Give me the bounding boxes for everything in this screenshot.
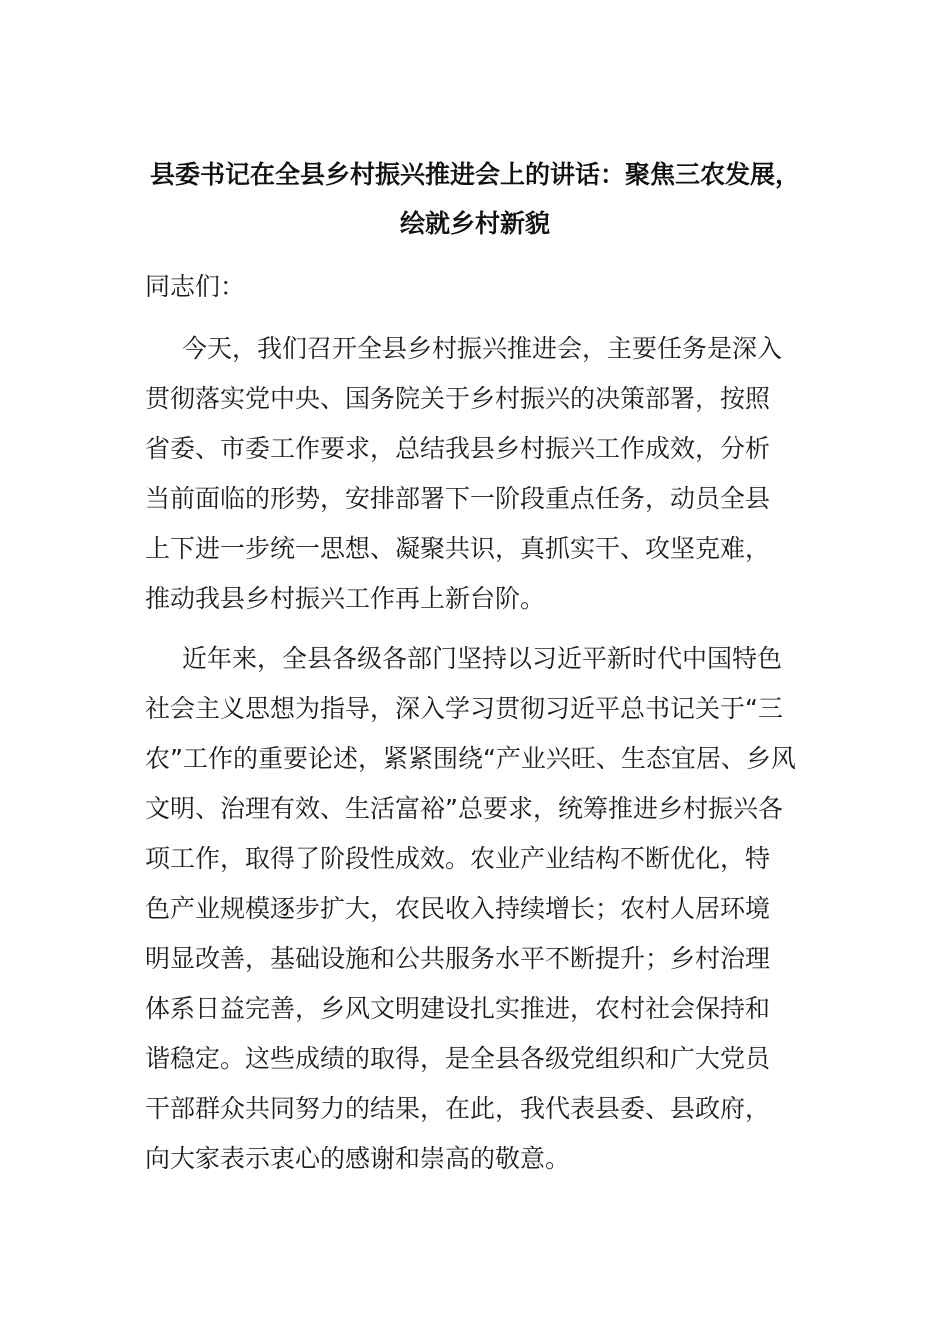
paragraph-line: 上下进一步统一思想、凝聚共识，真抓实干、攻坚克难，: [145, 534, 771, 563]
paragraph-line: 今天，我们召开全县乡村振兴推进会，主要任务是深入: [182, 334, 783, 363]
paragraph-line: 明显改善，基础设施和公共服务水平不断提升；乡村治理: [145, 944, 771, 973]
paragraph-line: 项工作，取得了阶段性成效。农业产业结构不断优化，特: [145, 844, 771, 873]
paragraph-line: 近年来，全县各级各部门坚持以习近平新时代中国特色: [182, 644, 783, 673]
paragraph-1: [145, 324, 809, 624]
paragraph-line: 文明、治理有效、生活富裕”总要求，统筹推进乡村振兴各: [145, 794, 783, 823]
paragraph-line: 当前面临的形势，安排部署下一阶段重点任务，动员全县: [145, 484, 771, 513]
paragraph-line: 谐稳定。这些成绩的取得，是全县各级党组织和广大党员: [145, 1044, 771, 1073]
document-title-line-1: 县委书记在全县乡村振兴推进会上的讲话：聚焦三农发展，: [149, 160, 800, 189]
paragraph-line: 省委、市委工作要求，总结我县乡村振兴工作成效，分析: [145, 434, 771, 463]
paragraph-line: 农”工作的重要论述，紧紧围绕“产业兴旺、生态宜居、乡风: [145, 744, 796, 773]
paragraph-2: [145, 634, 809, 1184]
paragraph-line: 社会主义思想为指导，深入学习贯彻习近平总书记关于“三: [145, 694, 783, 723]
paragraph-line: 推动我县乡村振兴工作再上新台阶。: [145, 584, 546, 613]
paragraph-line: 体系日益完善，乡风文明建设扎实推进，农村社会保持和: [145, 994, 771, 1023]
salutation: 同志们：: [145, 272, 246, 301]
paragraph-line: 向大家表示衷心的感谢和崇高的敬意。: [145, 1144, 571, 1173]
paragraph-line: 色产业规模逐步扩大，农民收入持续增长；农村人居环境: [145, 894, 771, 923]
paragraph-line: 干部群众共同努力的结果，在此，我代表县委、县政府，: [145, 1094, 771, 1123]
document-title-line-2: 绘就乡村新貌: [399, 209, 550, 238]
paragraph-line: 贯彻落实党中央、国务院关于乡村振兴的决策部署，按照: [145, 384, 771, 413]
